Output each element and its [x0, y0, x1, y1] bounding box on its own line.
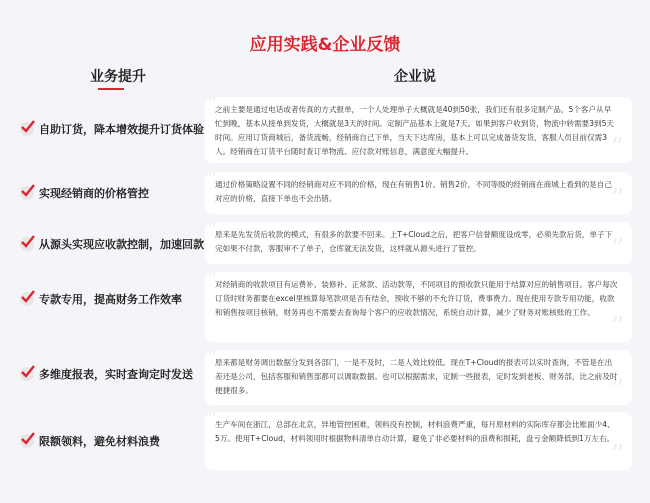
- quote-card: [205, 407, 632, 470]
- benefit-item: [20, 366, 193, 382]
- check-icon: [20, 237, 34, 251]
- quote-card: [205, 267, 632, 342]
- close-quote-icon: ”: [610, 312, 624, 342]
- quote-card: [205, 167, 632, 214]
- open-quote-icon: “: [207, 345, 218, 369]
- benefit-label: 从源头实现应收款控制，加速回款: [39, 238, 204, 251]
- page-title: 应用实践&企业反馈: [249, 35, 401, 55]
- benefit-label: 多维度报表，实时查询定时发送: [39, 368, 193, 381]
- open-quote-icon: “: [207, 407, 218, 431]
- check-icon: [20, 292, 34, 306]
- close-quote-icon: ”: [610, 375, 624, 405]
- quote-text: 生产车间在浙江，总部在北京，异地管控困难，领料没有控制，材料浪费严重，每月原材料的实际库存都会比账面少4、5万。使用T+Cloud，材料领用时根据物料清单自动计算，避免了非必要材料的浪费和损耗，盘亏金额降低到1万左右。: [215, 420, 615, 443]
- quote-card: [205, 92, 632, 163]
- check-icon: [20, 367, 34, 381]
- benefit-item: [20, 291, 182, 307]
- check-icon: [20, 122, 34, 136]
- benefit-label: 专款专用，提高财务工作效率: [39, 293, 182, 306]
- benefit-label: 实现经销商的价格管控: [39, 187, 149, 200]
- close-quote-icon: ”: [610, 184, 624, 214]
- close-quote-icon: ”: [610, 234, 624, 264]
- benefit-item: [20, 185, 149, 201]
- benefit-label: 自助订货，降本增效提升订货体验: [39, 123, 204, 136]
- heading-underline: [98, 88, 124, 90]
- left-heading: 业务提升: [90, 69, 146, 85]
- quote-card: [205, 345, 632, 405]
- quote-text: 之前主要是通过电话或者传真的方式报单，一个人处理单子大概就是40到50张，我们还有很多定制产品，5个客户从早忙到晚，基本从接单到发货，大概就是3天的时间。定制产品基本上就是7天。如果到客户收到货，物流中转需要3到5天时间。应用订货商城后，备货流畅，经销商自己下单，当天下达库房，基本上可以完成备货发货，客服人员目前仅需3人。经销商在订货平台随时查订单物流、应付款对账信息，满意度大幅提升。: [215, 105, 615, 156]
- right-heading: 企业说: [394, 69, 436, 85]
- check-icon: [20, 186, 34, 200]
- benefit-item: [20, 236, 204, 252]
- open-quote-icon: “: [207, 92, 218, 116]
- benefit-item: [20, 121, 204, 137]
- open-quote-icon: “: [207, 167, 218, 191]
- open-quote-icon: “: [207, 217, 218, 241]
- quote-text: 原来是先发货后收款的模式，有很多的款要不回来。上T+Cloud之后，把客户信誉额度设成零，必须先款后货，单子下完如果不付款，客服审不了单子，仓库就无法发货，这样就从源头进行了管控。: [215, 230, 613, 253]
- close-quote-icon: ”: [610, 440, 624, 470]
- quote-card: [205, 217, 632, 264]
- benefit-item: [20, 433, 160, 449]
- close-quote-icon: ”: [610, 133, 624, 163]
- check-icon: [20, 434, 34, 448]
- quote-text: 通过价格策略设置不同的经销商对应不同的价格，现在有销售1价、销售2价，不同等级的经销商在商城上看到的是自己对应的价格，直接下单也不会出错。: [215, 180, 612, 203]
- quote-text: 对经销商的收款项目有运费补、装修补、正常款、活动款等，不同项目的预收款只能用于结算对应的销售项目。客户每次订货时财务都要在excel里核算每笔款项是否有结余，预收不够的不允许订货，费事费力。现在使用专款专用功能，收款和销售按项目核销，财务再也不需要去查询每个客户的应收款情况，系统自动计算，减少了财务对账核账的工作。: [215, 280, 618, 317]
- open-quote-icon: “: [207, 267, 218, 291]
- benefit-label: 限额领料，避免材料浪费: [39, 435, 160, 448]
- quote-text: 原来都是财务调出数据分发到各部门，一是不及时，二是人效比较低。现在T+Cloud的报表可以实时查询，不管是在出差还是公司，包括客服和销售部都可以调取数据。也可以根据需求，定制一些报表，定时发到老板、财务部，比之前及时便捷很多。: [215, 358, 618, 395]
